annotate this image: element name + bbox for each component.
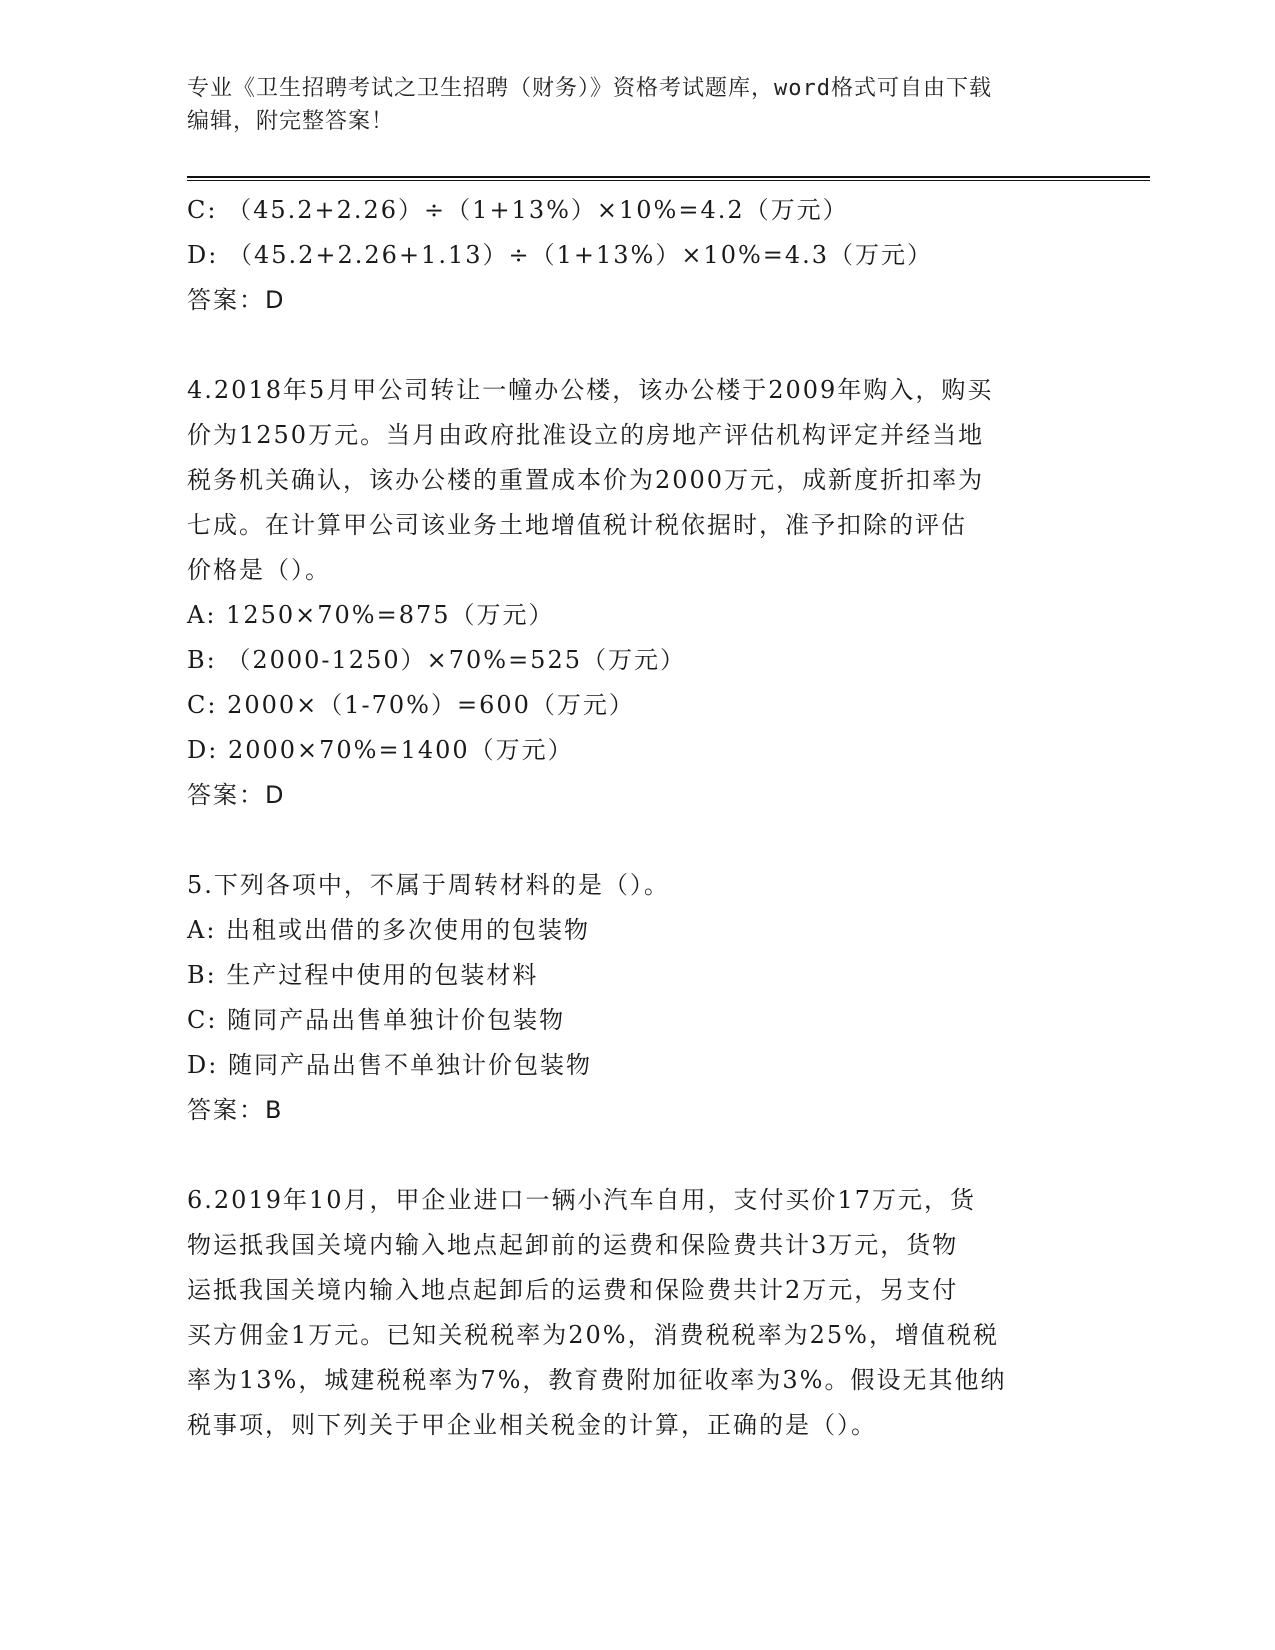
q5-answer: 答案：B: [187, 1096, 284, 1124]
q6-stem-line: 率为13%，城建税税率为7%，教育费附加征收率为3%。假设无其他纳: [187, 1366, 1007, 1394]
q4-stem-line: 4.2018年5月甲公司转让一幢办公楼，该办公楼于2009年购入，购买: [187, 376, 994, 404]
spacer: [187, 323, 1087, 368]
q5-stem: 5.下列各项中，不属于周转材料的是（）。: [187, 871, 670, 899]
q6-stem-line: 6.2019年10月，甲企业进口一辆小汽车自用，支付买价17万元，货: [187, 1186, 977, 1214]
q6-stem-line: 税事项，则下列关于甲企业相关税金的计算，正确的是（）。: [187, 1411, 877, 1439]
q4-option-b: B: （2000-1250）×70%=525（万元）: [187, 646, 686, 674]
q5-option-b: B: 生产过程中使用的包装材料: [187, 961, 539, 989]
q3-answer: 答案：D: [187, 286, 286, 314]
q4-option-d: D: 2000×70%=1400（万元）: [187, 736, 574, 764]
q6-stem-line: 运抵我国关境内输入地点起卸后的运费和保险费共计2万元，另支付: [187, 1276, 959, 1304]
q4-stem-line: 价为1250万元。当月由政府批准设立的房地产评估机构评定并经当地: [187, 421, 985, 449]
q4-stem-line: 七成。在计算甲公司该业务土地增值税计税依据时，准予扣除的评估: [187, 511, 967, 539]
q4-option-a: A: 1250×70%=875（万元）: [187, 601, 555, 629]
question-5: [187, 863, 1087, 1133]
header-divider: [187, 176, 1150, 182]
question-content: [187, 188, 1087, 1448]
spacer: [187, 818, 1087, 863]
header-divider-thick: [187, 176, 1150, 178]
q3-option-d: D: （45.2+2.26+1.13）÷（1+13%）×10%=4.3（万元）: [187, 241, 934, 269]
q6-stem-line: 买方佣金1万元。已知关税税率为20%，消费税税率为25%，增值税税: [187, 1321, 999, 1349]
header-line-2: 编辑，附完整答案！: [187, 109, 395, 134]
q3-option-c: C: （45.2+2.26）÷（1+13%）×10%=4.2（万元）: [187, 196, 849, 224]
q5-option-a: A: 出租或出借的多次使用的包装物: [187, 916, 591, 944]
q4-answer: 答案：D: [187, 781, 286, 809]
question-6: [187, 1178, 1087, 1448]
q5-option-d: D: 随同产品出售不单独计价包装物: [187, 1051, 592, 1079]
spacer: [187, 1133, 1087, 1178]
header-divider-thin: [187, 180, 1150, 181]
q4-option-c: C: 2000×（1-70%）=600（万元）: [187, 691, 635, 719]
q5-option-c: C: 随同产品出售单独计价包装物: [187, 1006, 566, 1034]
q4-stem-line: 税务机关确认，该办公楼的重置成本价为2000万元，成新度折扣率为: [187, 466, 985, 494]
header-line-1: 专业《卫生招聘考试之卫生招聘（财务）》资格考试题库，word格式可自由下载: [187, 76, 992, 101]
q4-stem-line: 价格是（）。: [187, 556, 331, 584]
question-4: [187, 368, 1087, 818]
q6-stem-line: 物运抵我国关境内输入地点起卸前的运费和保险费共计3万元，货物: [187, 1231, 959, 1259]
page-header: [187, 72, 1067, 138]
question-3-tail: [187, 188, 1087, 323]
